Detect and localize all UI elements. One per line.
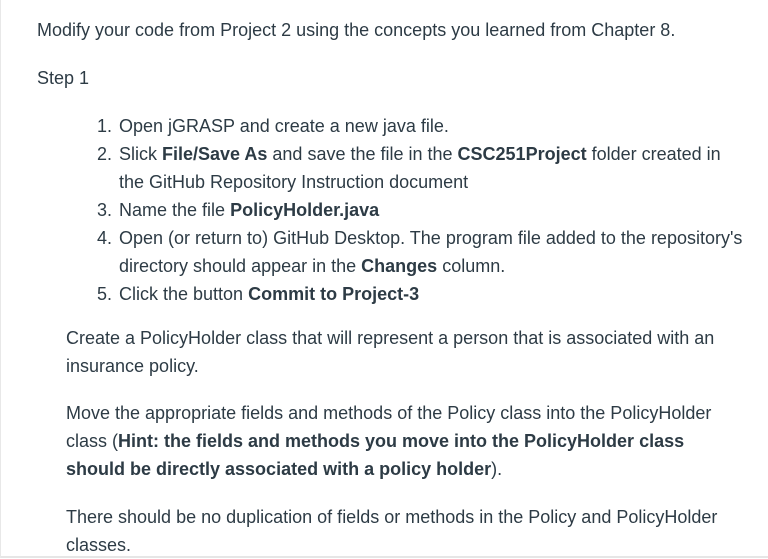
hint-text: Hint: the fields and methods you move into the PolicyHolder class should be directly associated with a policy holder	[66, 431, 685, 479]
step-text: Slick	[119, 144, 163, 164]
paragraph-text: Move the appropriate fields and methods of the Policy class into the PolicyHolder class (	[66, 403, 712, 451]
step-list	[97, 112, 749, 308]
step-number: 4.	[97, 228, 113, 248]
step-number: 2.	[97, 144, 113, 164]
step-item	[97, 196, 749, 224]
step-text: and save the file in the	[267, 144, 458, 164]
no-duplication-paragraph: There should be no duplication of fields or methods in the Policy and PolicyHolder classes.	[66, 507, 718, 555]
paragraph-text: ).	[491, 459, 503, 479]
step-item	[97, 112, 749, 140]
step-text: Open jGRASP and create a new java file.	[119, 116, 449, 136]
step-text: column.	[437, 256, 506, 276]
intro-text: Modify your code from Project 2 using the concepts you learned from Chapter 8.	[37, 20, 676, 40]
step-bold-text: File/Save As	[162, 144, 268, 164]
step-bold-text: PolicyHolder.java	[230, 200, 380, 220]
step-bold-text: CSC251Project	[457, 144, 587, 164]
step-item	[97, 224, 749, 280]
policyholder-class-paragraph: Create a PolicyHolder class that will represent a person that is associated with an insurance policy.	[66, 328, 715, 376]
step-bold-text: Commit to Project-3	[248, 284, 420, 304]
move-fields-paragraph	[66, 399, 746, 483]
step-heading: Step 1	[37, 68, 90, 88]
step-text: Click the button	[119, 284, 249, 304]
step-item	[97, 280, 749, 308]
step-text: Name the file	[119, 200, 231, 220]
step-number: 1.	[97, 116, 113, 136]
step-number: 5.	[97, 284, 113, 304]
step-number: 3.	[97, 200, 113, 220]
step-text: folder created in the GitHub Repository Instruction document	[119, 144, 721, 192]
step-item	[97, 140, 749, 196]
step-bold-text: Changes	[361, 256, 438, 276]
step-text: Open (or return to) GitHub Desktop. The program file added to the repository's directory should appear in the	[119, 228, 743, 276]
